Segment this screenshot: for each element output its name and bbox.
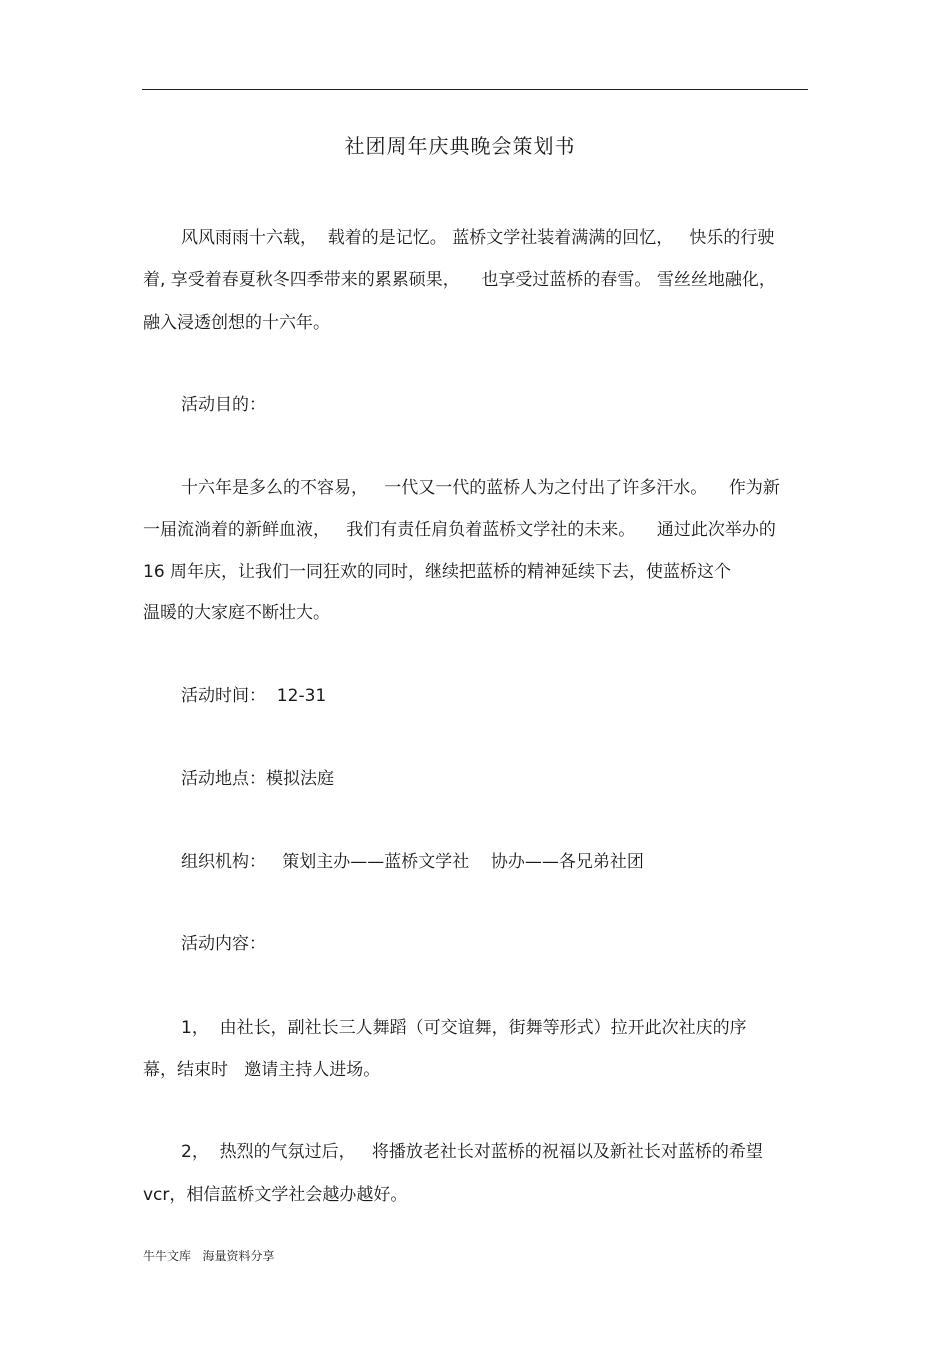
intro-line-2: 着, 享受着春夏秋冬四季带来的累累硕果， 也享受过蓝桥的春雪。 雪丝丝地融化， [143, 270, 776, 290]
header-divider [142, 89, 808, 90]
purpose-line-3: 16 周年庆，让我们一同狂欢的同时，继续把蓝桥的精神延续下去，使蓝桥这个 [143, 562, 732, 582]
organization: 组织机构： 策划主办——蓝桥文学社 协办——各兄弟社团 [181, 852, 644, 872]
footer-watermark: 牛牛文库 海量资料分享 [143, 1249, 275, 1263]
item-1-line-1: 1， 由社长，副社长三人舞蹈（可交谊舞，街舞等形式）拉开此次社庆的序 [181, 1018, 747, 1038]
purpose-line-1: 十六年是多么的不容易， 一代又一代的蓝桥人为之付出了许多汗水。 作为新 [181, 478, 780, 498]
item-2-line-2: vcr，相信蓝桥文学社会越办越好。 [143, 1185, 408, 1205]
intro-line-1: 风风雨雨十六载， 载着的是记忆。 蓝桥文学社装着满满的回忆， 快乐的行驶 [181, 228, 775, 248]
purpose-line-4: 温暖的大家庭不断壮大。 [143, 603, 330, 623]
activity-place: 活动地点：模拟法庭 [181, 769, 334, 789]
item-1-line-2: 幕，结束时 邀请主持人进场。 [143, 1060, 381, 1080]
purpose-heading: 活动目的： [181, 395, 266, 415]
content-heading: 活动内容： [181, 934, 266, 954]
intro-line-3: 融入浸透创想的十六年。 [143, 313, 330, 333]
activity-time: 活动时间： 12-31 [181, 686, 327, 706]
document-title: 社团周年庆典晚会策划书 [344, 134, 576, 158]
purpose-line-2: 一届流淌着的新鲜血液， 我们有责任肩负着蓝桥文学社的未来。 通过此次举办的 [143, 520, 776, 540]
item-2-line-1: 2， 热烈的气氛过后， 将播放老社长对蓝桥的祝福以及新社长对蓝桥的希望 [181, 1142, 763, 1162]
